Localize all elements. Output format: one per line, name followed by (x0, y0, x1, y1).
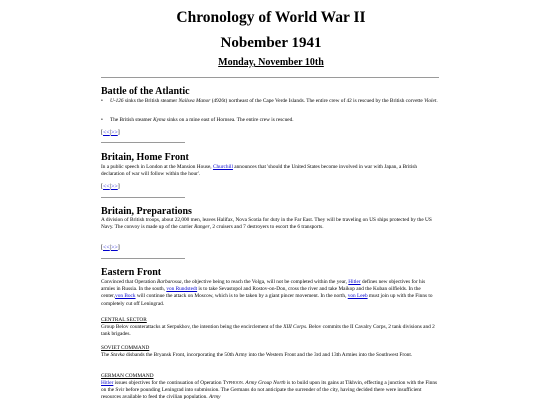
section-nav: [<<|>>] (101, 245, 120, 251)
section-heading-eastern: Eastern Front (101, 267, 162, 278)
day-heading: Monday, November 10th (218, 57, 324, 68)
nav-next-link[interactable]: >> (110, 184, 118, 190)
list-item: • The British steamer Kyma sinks on a mine east of Hornsea. The entire crew is rescued. (101, 117, 294, 123)
uboat-name: U-126 (110, 98, 124, 104)
von-rundstedt-link[interactable]: von Rundstedt (166, 286, 198, 293)
list-item: • U-126 sinks the British steamer Nailsea Manor (4926t) northeast of the Cape Verde Islands. The entire crew of 42 is rescued by the British corvette Violet. (101, 98, 438, 104)
army-group-name: Army Group North (245, 380, 286, 386)
section-divider (101, 197, 185, 198)
page-title: Chronology of World War II (176, 9, 366, 26)
eastern-text: Convinced that Operation Barbarossa, the objective being to reach the Volga, will not be completed within the year, Hitler defines new objectives for his armies in Russia. In the south, von Rundstedt is to take Sevastopol and Rostov-on-Don, cross the river and take Maikop and the Kuban oilfields. In the center,von Bock will continue the attack on Moscow, which is to be taken by a giant pincer movement. In the north, von Leeb must join up with the Finns to completely cut off Leningrad. (101, 279, 433, 307)
central-sector-text: Group Belov counterattacks at Serpukhov, the intention being the encirclement of the XIII Corps. Belov commits the II Cavalry Corps, 2 tank divisions and 2 tank brigades. (101, 324, 435, 338)
section-nav: [<<|>>] (101, 130, 120, 136)
stavka-name: Stavka (110, 352, 125, 358)
section-divider (101, 77, 439, 78)
homefront-text: In a public speech in London at the Mansion House, Churchill announces that 'should the United States become involved in war with Japan, a British declaration of war will follow within the hour'. (101, 164, 418, 178)
ship-name: Violet (424, 98, 437, 104)
operation-name: Typhoon (222, 380, 243, 386)
corps-name: XIII Corps (283, 324, 307, 330)
section-divider (101, 258, 185, 259)
nav-prev-link[interactable]: << (103, 245, 110, 251)
ship-name: Nailsea Manor (178, 98, 211, 104)
churchill-link[interactable]: Churchill (212, 164, 233, 170)
soviet-command-label: SOVIET COMMAND (101, 345, 150, 351)
section-heading-atlantic: Battle of the Atlantic (101, 86, 190, 97)
german-command-label: GERMAN COMMAND (101, 373, 154, 379)
soviet-command-text: The Stavka disbands the Bryansk Front, incorporating the 50th Army into the Western Front and the 3rd and 13th Armies into the Southwest Front. (101, 352, 413, 358)
nav-next-link[interactable]: >> (110, 130, 118, 136)
ship-name: Ranger (194, 224, 210, 231)
nav-prev-link[interactable]: << (103, 130, 110, 136)
month-heading: Nobember 1941 (220, 35, 322, 51)
hitler-link[interactable]: Hitler (101, 380, 114, 386)
german-command-text: Hitler issues objectives for the continuation of Operation Typhoon. Army Group North is to build upon its gains at Tikhvin, effecting a junction with the Finns on the Svir before pounding Leningrad into submission. The Germans do not anticipate the surrender of the city, having decided there were insufficient resources available to feed the civilian population. Army (101, 380, 438, 401)
central-sector-label: CENTRAL SECTOR (101, 317, 147, 323)
section-heading-homefront: Britain, Home Front (101, 152, 189, 163)
von-bock-link[interactable]: von Bock (115, 293, 136, 300)
nav-prev-link[interactable]: << (103, 184, 110, 190)
hitler-link[interactable]: Hitler (348, 279, 361, 285)
section-heading-preparations: Britain, Preparations (101, 206, 192, 217)
von-leeb-link[interactable]: von Leeb (347, 293, 368, 300)
army-group-name: Army (208, 394, 221, 401)
preparations-text: A division of British troops, about 22,000 men, leaves Halifax, Nova Scotia for duty in the Far East. They will be traveling on US ships protected by the US Navy. The convoy is made up of the carrier Ranger, 2 cruisers and 7 destroyers to escort the 6 transports. (101, 217, 432, 231)
section-nav: [<<|>>] (101, 184, 120, 190)
ship-name: Kyma (153, 117, 166, 123)
section-divider (101, 142, 185, 143)
nav-next-link[interactable]: >> (110, 245, 118, 251)
operation-name: Barbarossa (157, 279, 182, 285)
